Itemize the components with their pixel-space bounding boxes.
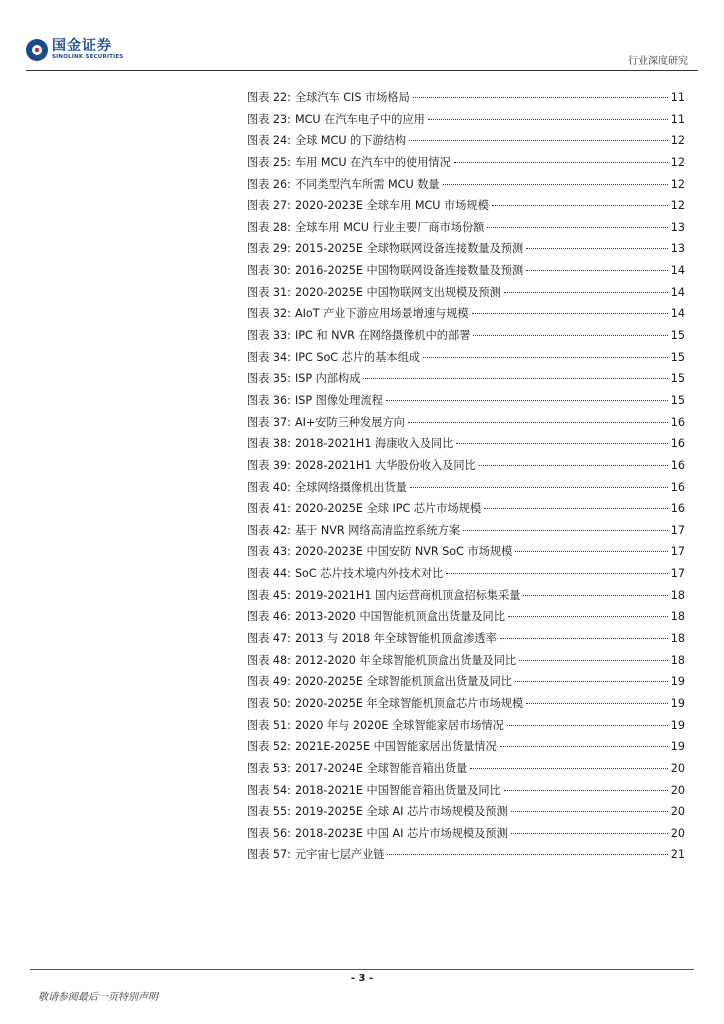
toc-entry-page: 20 (670, 761, 685, 775)
toc-entry-label: 图表 39: (247, 458, 291, 472)
toc-entry[interactable] (247, 587, 685, 609)
toc-leader-dots (413, 97, 668, 98)
toc-entry-page: 15 (670, 329, 685, 343)
toc-leader-dots (446, 573, 667, 574)
logo-english-name: SINOLINK SECURITIES (52, 54, 124, 61)
toc-entry[interactable] (247, 176, 685, 198)
toc-entry[interactable] (247, 435, 685, 457)
toc-entry-page: 11 (670, 91, 685, 104)
toc-leader-dots (410, 487, 668, 488)
company-logo (26, 39, 123, 61)
toc-entry-page: 18 (670, 653, 685, 667)
toc-entry-page: 12 (670, 134, 685, 148)
toc-entry[interactable] (247, 327, 685, 349)
toc-entry-label: 图表 42: (247, 523, 291, 537)
toc-entry-page: 14 (670, 264, 685, 278)
toc-entry[interactable] (247, 132, 685, 154)
toc-entry-page: 14 (670, 307, 685, 321)
toc-entry-page: 21 (670, 848, 685, 862)
toc-entry-title: 2015-2025E 全球物联网设备连接数量及预测 (294, 242, 524, 256)
toc-leader-dots (487, 227, 667, 228)
toc-entry-title: 2018-2021E 中国智能音箱出货量及同比 (294, 783, 501, 797)
toc-entry-label: 图表 41: (247, 502, 291, 516)
toc-entry-label: 图表 26: (247, 177, 291, 191)
toc-entry-title: 2028-2021H1 大华股份收入及同比 (294, 458, 476, 472)
toc-leader-dots (519, 660, 668, 661)
toc-entry[interactable] (247, 305, 685, 327)
toc-entry-title: 2020-2023E 全球车用 MCU 市场规模 (294, 199, 489, 213)
logo-emblem-icon (26, 39, 48, 61)
toc-leader-dots (526, 248, 668, 249)
toc-entry[interactable] (247, 522, 685, 544)
toc-leader-dots (470, 768, 668, 769)
toc-leader-dots (484, 508, 668, 509)
toc-entry-title: 2013-2020 中国智能机顶盒出货量及同比 (294, 610, 505, 624)
toc-entry[interactable] (247, 846, 685, 868)
toc-entry[interactable] (247, 111, 685, 133)
toc-leader-dots (526, 703, 668, 704)
toc-entry-title: 2020-2025E 全球智能机顶盒出货量及同比 (294, 675, 512, 689)
toc-leader-dots (363, 378, 667, 379)
toc-entry-label: 图表 38: (247, 437, 291, 451)
toc-leader-dots (473, 335, 667, 336)
toc-entry-title: MCU 在汽车电子中的应用 (294, 112, 425, 126)
toc-entry-label: 图表 57: (247, 848, 291, 862)
toc-leader-dots (463, 530, 668, 531)
toc-entry[interactable] (247, 673, 685, 695)
toc-entry-page: 17 (670, 545, 685, 559)
toc-entry-page: 16 (670, 458, 685, 472)
toc-entry[interactable] (247, 197, 685, 219)
toc-entry-title: 2019-2021H1 国内运营商机顶盒招标集采量 (294, 588, 521, 602)
toc-entry-title: 车用 MCU 在汽车中的使用情况 (294, 155, 451, 169)
toc-leader-dots (511, 811, 668, 812)
toc-entry[interactable] (247, 284, 685, 306)
toc-entry-title: 2013 与 2018 年全球智能机顶盒渗透率 (294, 632, 497, 646)
toc-entry[interactable] (247, 782, 685, 804)
toc-entry-label: 图表 33: (247, 329, 291, 343)
toc-entry-title: IPC SoC 芯片的基本组成 (294, 350, 420, 364)
toc-entry-label: 图表 24: (247, 134, 291, 148)
toc-entry[interactable] (247, 738, 685, 760)
toc-entry-title: AI+安防三种发展方向 (294, 415, 405, 429)
toc-entry-page: 20 (670, 805, 685, 819)
toc-entry-title: 2012-2020 年全球智能机顶盒出货量及同比 (294, 653, 517, 667)
toc-leader-dots (526, 270, 668, 271)
toc-leader-dots (523, 595, 667, 596)
toc-entry-page: 17 (670, 567, 685, 581)
toc-entry-title: 2021E-2025E 中国智能家居出货量情况 (294, 740, 497, 754)
logo-chinese-name: 国金证券 (52, 38, 112, 55)
toc-leader-dots (507, 725, 668, 726)
toc-entry[interactable] (247, 630, 685, 652)
toc-entry-label: 图表 45: (247, 588, 291, 602)
report-type: 行业深度研究 (628, 56, 688, 67)
toc-entry-title: SoC 芯片技术境内外技术对比 (294, 567, 444, 581)
toc-entry[interactable] (247, 349, 685, 371)
toc-entry-page: 16 (670, 480, 685, 494)
toc-entry-label: 图表 22: (247, 91, 291, 104)
toc-entry[interactable] (247, 652, 685, 674)
toc-entry-label: 图表 31: (247, 285, 291, 299)
toc-entry[interactable] (247, 608, 685, 630)
toc-entry[interactable] (247, 695, 685, 717)
toc-entry[interactable] (247, 154, 685, 176)
toc-leader-dots (386, 400, 668, 401)
toc-entry-page: 12 (670, 199, 685, 213)
toc-entry-page: 19 (670, 675, 685, 689)
toc-entry-label: 图表 28: (247, 220, 291, 234)
toc-entry[interactable] (247, 219, 685, 241)
toc-entry-page: 14 (670, 285, 685, 299)
toc-entry-title: 2018-2023E 中国 AI 芯片市场规模及预测 (294, 826, 508, 840)
toc-entry-page: 15 (670, 350, 685, 364)
toc-leader-dots (500, 746, 668, 747)
toc-entry-page: 17 (670, 523, 685, 537)
toc-entry[interactable] (247, 543, 685, 565)
toc-leader-dots (456, 443, 667, 444)
toc-entry-title: 2020-2025E 年全球智能机顶盒芯片市场规模 (294, 696, 524, 710)
toc-leader-dots (515, 681, 668, 682)
toc-entry-title: 2019-2025E 全球 AI 芯片市场规模及预测 (294, 805, 508, 819)
toc-entry-title: 2020-2025E 全球 IPC 芯片市场规模 (294, 502, 482, 516)
toc-entry[interactable] (247, 803, 685, 825)
disclaimer-note: 敬请参阅最后一页特别声明 (38, 992, 158, 1003)
toc-entry-page: 20 (670, 783, 685, 797)
toc-entry-page: 20 (670, 826, 685, 840)
toc-entry[interactable] (247, 479, 685, 501)
toc-entry[interactable] (247, 565, 685, 587)
toc-entry-title: 2020 年与 2020E 全球智能家居市场情况 (294, 718, 504, 732)
toc-entry[interactable] (247, 392, 685, 414)
toc-entry-label: 图表 55: (247, 805, 291, 819)
toc-entry[interactable] (247, 457, 685, 479)
toc-leader-dots (454, 162, 668, 163)
toc-entry-label: 图表 44: (247, 567, 291, 581)
toc-entry-page: 18 (670, 632, 685, 646)
toc-entry[interactable] (247, 500, 685, 522)
toc-entry[interactable] (247, 414, 685, 436)
toc-leader-dots (423, 357, 668, 358)
toc-entry[interactable] (247, 717, 685, 739)
toc-entry-page: 18 (670, 588, 685, 602)
toc-entry-label: 图表 36: (247, 393, 291, 407)
toc-entry[interactable] (247, 760, 685, 782)
toc-leader-dots (443, 184, 668, 185)
toc-entry-label: 图表 37: (247, 415, 291, 429)
toc-entry-label: 图表 52: (247, 740, 291, 754)
toc-leader-dots (472, 313, 668, 314)
toc-entry-page: 16 (670, 502, 685, 516)
toc-entry-title: ISP 内部构成 (294, 372, 361, 386)
toc-entry-page: 16 (670, 415, 685, 429)
toc-entry-page: 13 (670, 220, 685, 234)
toc-leader-dots (387, 854, 667, 855)
toc-leader-dots (508, 616, 668, 617)
toc-entry-label: 图表 53: (247, 761, 291, 775)
toc-entry-title: ISP 图像处理流程 (294, 393, 383, 407)
figure-list (247, 89, 685, 868)
toc-entry-title: 不同类型汽车所需 MCU 数量 (294, 177, 440, 191)
toc-entry-page: 18 (670, 610, 685, 624)
toc-entry-title: 2018-2021H1 海康收入及同比 (294, 437, 454, 451)
toc-entry-title: AIoT 产业下游应用场景增速与规模 (294, 307, 469, 321)
toc-entry-label: 图表 35: (247, 372, 291, 386)
toc-leader-dots (408, 422, 668, 423)
toc-entry-label: 图表 48: (247, 653, 291, 667)
toc-entry-label: 图表 50: (247, 696, 291, 710)
toc-entry-label: 图表 51: (247, 718, 291, 732)
toc-entry[interactable] (247, 825, 685, 847)
toc-entry-label: 图表 46: (247, 610, 291, 624)
toc-entry-page: 13 (670, 242, 685, 256)
toc-entry-label: 图表 25: (247, 155, 291, 169)
toc-entry[interactable] (247, 370, 685, 392)
toc-entry-page: 19 (670, 696, 685, 710)
toc-leader-dots (500, 638, 668, 639)
toc-entry-label: 图表 43: (247, 545, 291, 559)
toc-entry-label: 图表 29: (247, 242, 291, 256)
page-number: - 3 - (350, 973, 374, 984)
toc-entry-title: 全球 MCU 的下游结构 (294, 134, 407, 148)
toc-entry-label: 图表 47: (247, 632, 291, 646)
toc-entry-label: 图表 34: (247, 350, 291, 364)
toc-entry-title: 2020-2025E 中国物联网支出规模及预测 (294, 285, 501, 299)
toc-entry-title: 2016-2025E 中国物联网设备连接数量及预测 (294, 264, 524, 278)
toc-entry-page: 19 (670, 740, 685, 754)
toc-entry-title: 2017-2024E 全球智能音箱出货量 (294, 761, 468, 775)
toc-entry-page: 12 (670, 177, 685, 191)
toc-leader-dots (511, 833, 668, 834)
toc-leader-dots (428, 119, 668, 120)
toc-leader-dots (409, 140, 668, 141)
toc-leader-dots (492, 205, 668, 206)
toc-entry-title: 基于 NVR 网络高清监控系统方案 (294, 523, 461, 537)
toc-entry-page: 11 (670, 112, 685, 126)
toc-entry-label: 图表 30: (247, 264, 291, 278)
toc-entry-page: 15 (670, 393, 685, 407)
toc-leader-dots (479, 465, 668, 466)
toc-entry-title: 2020-2023E 中国安防 NVR SoC 市场规模 (294, 545, 513, 559)
toc-entry-title: 元宇宙七层产业链 (294, 848, 385, 862)
toc-entry-label: 图表 40: (247, 480, 291, 494)
toc-entry-page: 12 (670, 155, 685, 169)
toc-entry[interactable] (247, 240, 685, 262)
toc-entry-title: IPC 和 NVR 在网络摄像机中的部署 (294, 329, 471, 343)
toc-entry[interactable] (247, 262, 685, 284)
toc-entry-page: 19 (670, 718, 685, 732)
toc-entry-label: 图表 27: (247, 199, 291, 213)
toc-leader-dots (504, 790, 668, 791)
toc-leader-dots (515, 551, 667, 552)
toc-entry-page: 16 (670, 437, 685, 451)
toc-entry-label: 图表 49: (247, 675, 291, 689)
toc-entry-label: 图表 23: (247, 112, 291, 126)
toc-entry-label: 图表 54: (247, 783, 291, 797)
toc-entry-title: 全球网络摄像机出货量 (294, 480, 407, 494)
toc-entry-title: 全球车用 MCU 行业主要厂商市场份额 (294, 220, 485, 234)
footer-divider (30, 969, 694, 970)
toc-entry[interactable] (247, 89, 685, 111)
toc-entry-label: 图表 56: (247, 826, 291, 840)
toc-leader-dots (504, 292, 668, 293)
toc-entry-title: 全球汽车 CIS 市场格局 (294, 91, 410, 104)
toc-entry-label: 图表 32: (247, 307, 291, 321)
toc-entry-page: 15 (670, 372, 685, 386)
header-divider (26, 70, 698, 71)
